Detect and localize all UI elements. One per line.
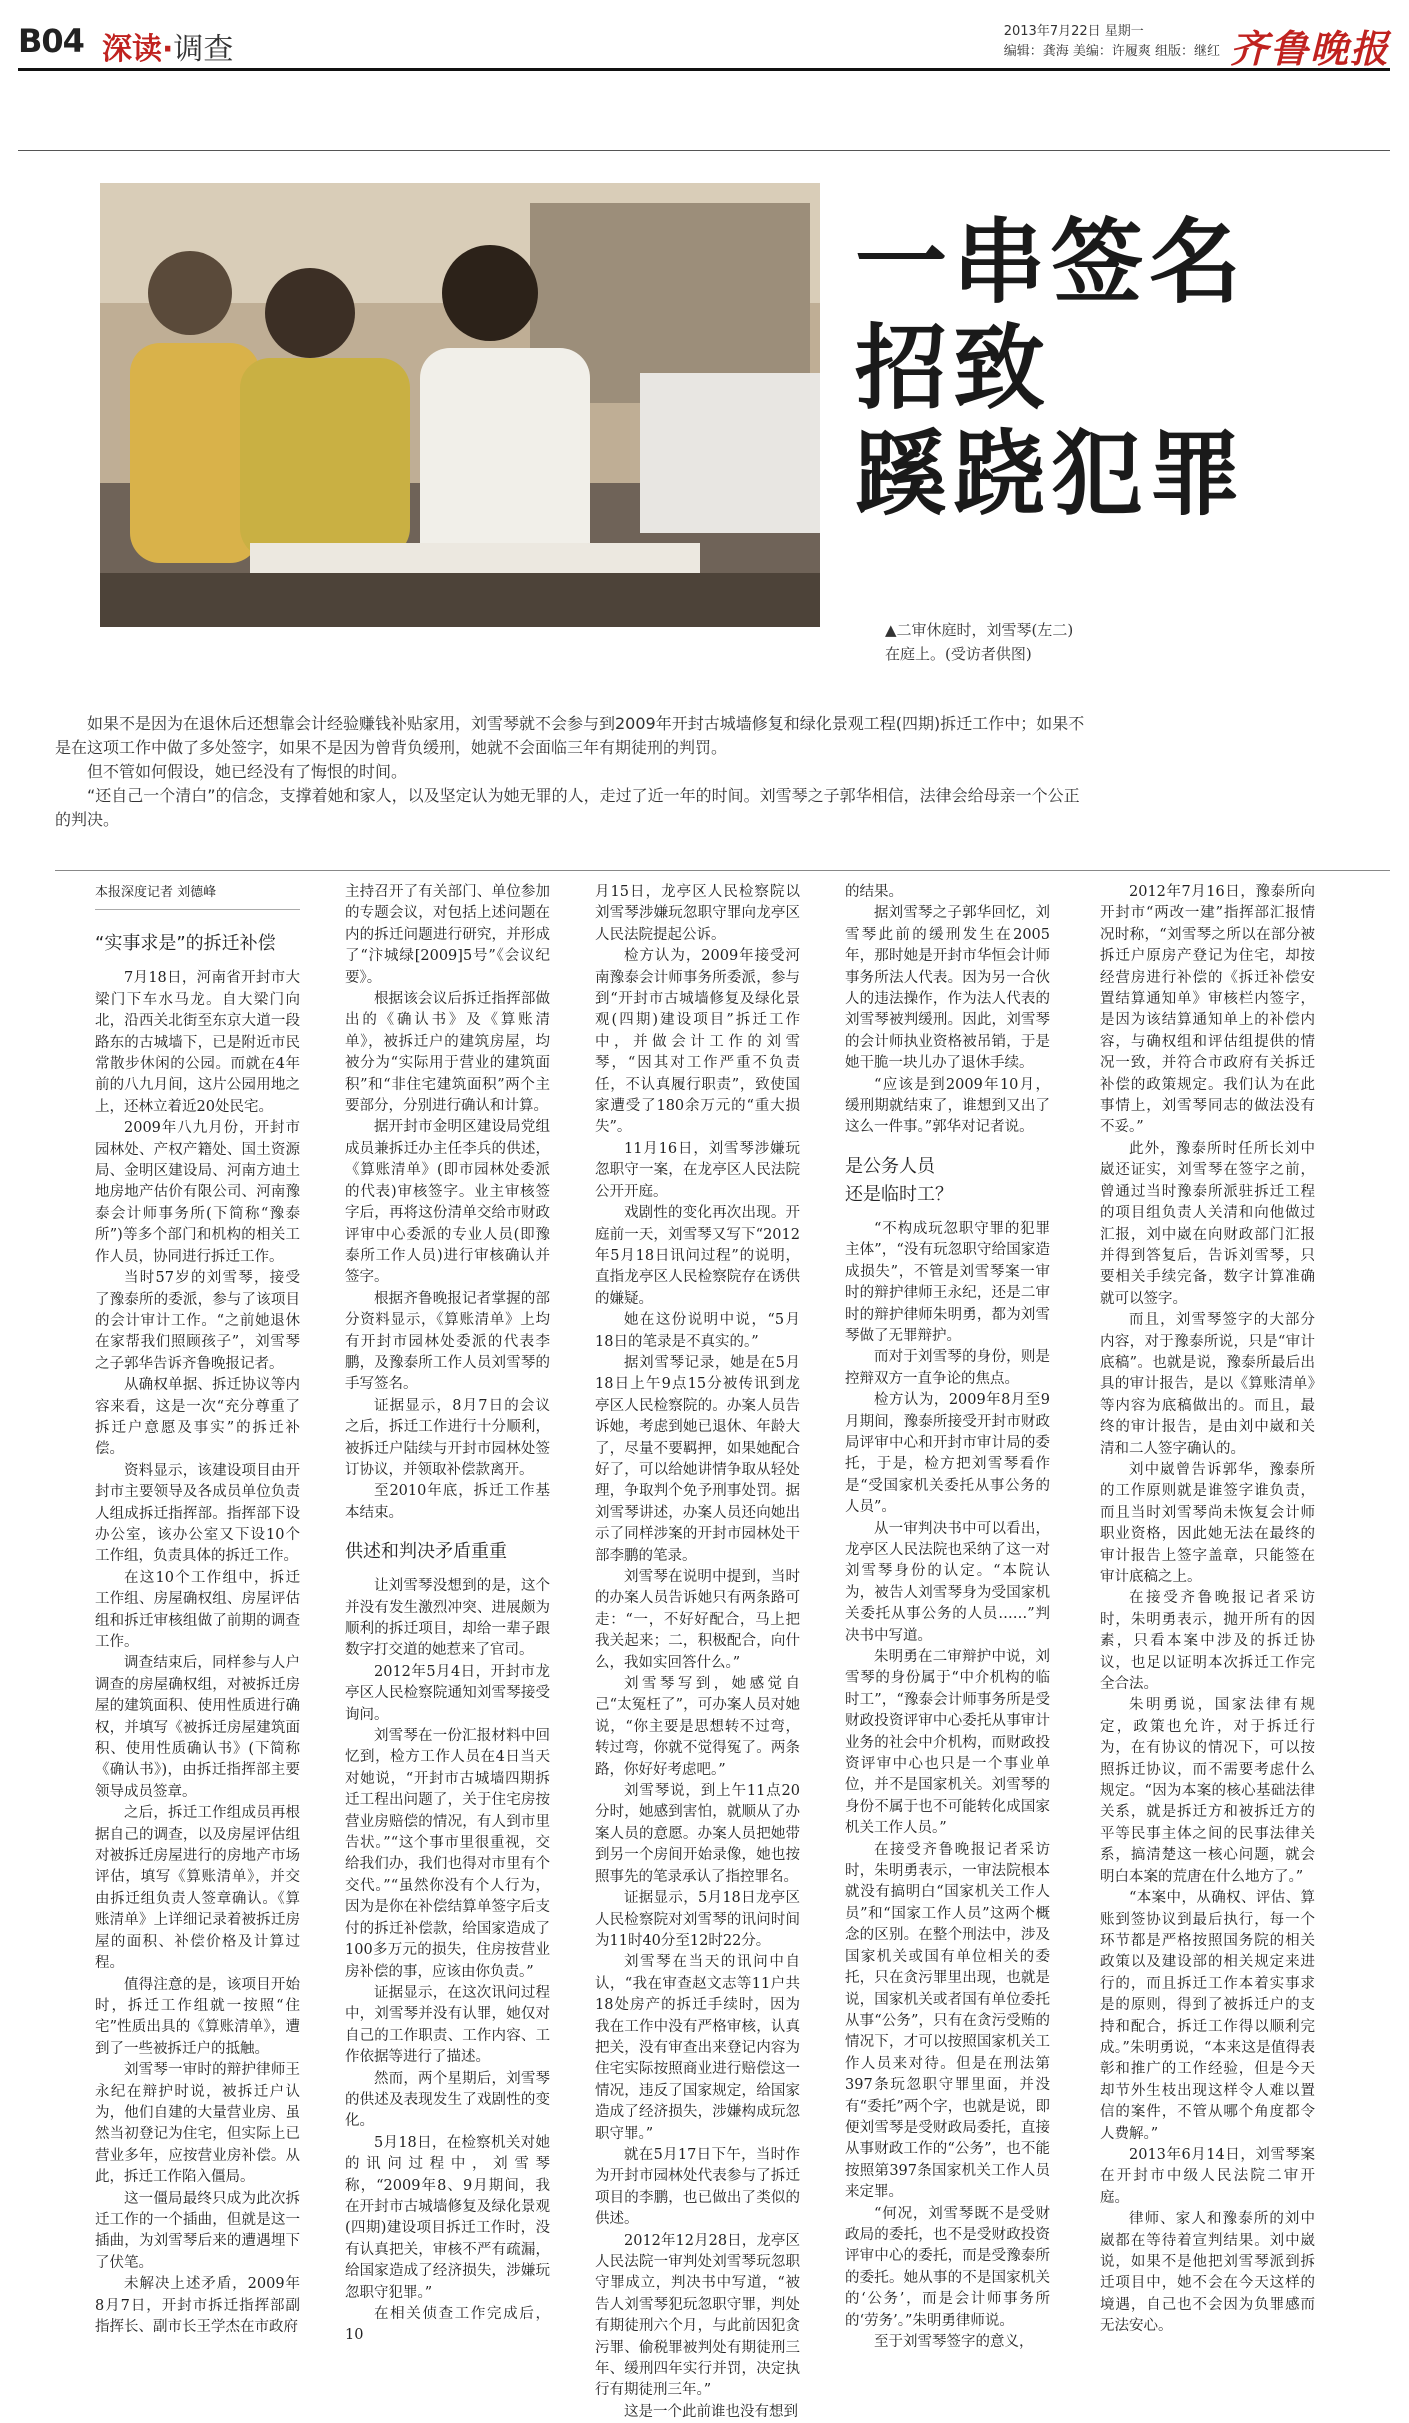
article-paragraph: 此外，豫泰所时任所长刘中崴还证实，刘雪琴在签字之前，曾通过当时豫泰所派驻拆迁工程的项目组负责人关清和向他做过汇报，刘中崴在向财政部门汇报并得到答复后，告诉刘雪琴，只要相关手续完备，数字计算准确就可以签字。	[1100, 1140, 1315, 1307]
article-paragraph: 值得注意的是，该项目开始时，拆迁工作组就一按照“住宅”性质出具的《算账清单》，遭到了一些被拆迁户的抵触。	[95, 1976, 300, 2057]
article-paragraph: 她在这份说明中说，“5月18日的笔录是不真实的。”	[595, 1312, 800, 1350]
subheading: 是公务人员 还是临时工？	[845, 1155, 953, 1205]
article-paragraph: 2013年6月14日，刘雪琴案在开封市中级人民法院二审开庭。	[1100, 2146, 1315, 2206]
header-meta	[1004, 22, 1220, 62]
headline-line-3: 蹊跷犯罪	[855, 421, 1248, 528]
lead-paragraph: 但不管如何假设，她已经没有了悔恨的时间。	[87, 762, 408, 781]
article-paragraph: “本案中，从确权、评估、算账到签协议到最后执行，每一个环节都是严格按照国务院的相关政策以及建设部的相关规定来进行的，而且拆迁工作本着实事求是的原则，得到了被拆迁户的支持和配合，拆迁工作得以顺利完成。”朱明勇说，“本来这是值得表彰和推广的工作经验，但是今天却节外生枝出现这样令人难以置信的案件，不管从哪个角度都令人费解。”	[1100, 1890, 1315, 2142]
section-title	[102, 24, 233, 68]
page-number: B04	[18, 22, 84, 60]
article-paragraph: 至2010年底，拆迁工作基本结束。	[345, 1483, 550, 1521]
article-paragraph: 主持召开了有关部门、单位参加的专题会议，对包括上述问题在内的拆迁问题进行研究，并形成了“汴城绿[2009]5号”《会议纪要》。	[345, 884, 550, 986]
article-paragraph: 在相关侦查工作完成后，10	[345, 2306, 550, 2344]
col2-text	[345, 882, 550, 2347]
page-header	[18, 18, 1390, 71]
article-paragraph: 刘雪琴在当天的讯问中自认，“我在审查赵文志等11户共18处房产的拆迁手续时，因为我在工作中没有严格审核，认真把关，没有审查出来登记内容为住宅实际按照商业进行赔偿这一情况，违反了国家规定，给国家造成了经济损失，涉嫌构成玩忽职守罪。”	[595, 1954, 800, 2142]
article-paragraph: 而对于刘雪琴的身份，则是控辩双方一直争论的焦点。	[845, 1349, 1050, 1387]
editor-credits: 编辑：龚海 美编：许履爽 组版：继红	[1003, 44, 1220, 59]
article-paragraph: 至于刘雪琴签字的意义，	[874, 2334, 1034, 2350]
article-paragraph: 而且，刘雪琴签字的大部分内容，对于豫泰所说，只是“审计底稿”。也就是说，豫泰所最后出具的审计报告，是以《算账清单》等内容为底稿做出的。而且，最终的审计报告，是由刘中崴和关清和二人签字确认的。	[1100, 1312, 1315, 1457]
article-paragraph: 戏剧性的变化再次出现。开庭前一天，刘雪琴又写下“2012年5月18日讯问过程”的说明，直指龙亭区人民检察院存在诱供的嫌疑。	[595, 1205, 800, 1307]
article-paragraph: 根据齐鲁晚报记者掌握的部分资料显示，《算账清单》上均有开封市园林处委派的代表李鹏，及豫泰所工作人员刘雪琴的手写签名。	[345, 1290, 550, 1393]
article-paragraph: 刘雪琴一审时的辩护律师王永纪在辩护时说，被拆迁户认为，他们自建的大量营业房、虽然当初登记为住宅，但实际上已营业多年，应按营业房补偿。从此，拆迁工作陷入僵局。	[95, 2062, 300, 2186]
news-photo	[100, 183, 820, 627]
article-paragraph: 5月18日，在检察机关对她的讯问过程中，刘雪琴称，“2009年8、9月期间，我在开封市古城墙修复及绿化景观(四期)建设项目拆迁工作时，没有认真把关，审核不严有疏漏，给国家造成了经济损失，涉嫌玩忽职守犯罪。”	[345, 2134, 550, 2301]
article-paragraph: 2012年12月28日，龙亭区人民法院一审判处刘雪琴玩忽职守罪成立，判决书中写道，“被告人刘雪琴犯玩忽职守罪，判处有期徒刑六个月，与此前因犯贪污罪、偷税罪被判处有期徒刑三年、缓刑四年实行并罚，决定执行有期徒刑三年。”	[595, 2232, 800, 2399]
article-paragraph: 证据显示，在这次讯问过程中，刘雪琴并没有认罪，她仅对自己的工作职责、工作内容、工作依据等进行了描述。	[345, 1984, 550, 2066]
article-paragraph: “应该是到2009年10月，缓刑期就结束了，谁想到又出了这么一件事。”郭华对记者说。	[845, 1076, 1050, 1136]
article-paragraph: 这是一个此前谁也没有想到	[624, 2403, 798, 2420]
article-paragraph: 在接受齐鲁晚报记者采访时，朱明勇表示，一审法院根本就没有搞明白“国家机关工作人员”和“国家工作人员”这两个概念的区别。在整个刑法中，涉及国家机关或国有单位相关的委托，只在贪污罪里出现，也就是说，国家机关或者国有单位委托从事“公务”，只有在贪污受贿的情况下，才可以按照国家机关工作人员来对待。但是在刑法第397条玩忽职守罪里面，并没有“委托”两个字，也就是说，即便刘雪琴是受财政局委托，直接从事财政工作的“公务”，也不能按照第397条国家机关工作人员来定罪。	[845, 1841, 1050, 2201]
article-paragraph: 从确权单据、拆迁协议等内容来看，这是一次“充分尊重了拆迁户意愿及事实”的拆迁补偿。	[95, 1377, 300, 1458]
article-paragraph: 刘雪琴在一份汇报材料中回忆到，检方工作人员在4日当天对她说，“开封市古城墙四期拆迁工程出问题了，关于住宅房按营业房赔偿的情况，有人到市里告状。”“这个事市里很重视，交给我们办，我们也得对市里有个交代。”“虽然你没有个人行为，因为是你在补偿结算单签字后支付的拆迁补偿款，给国家造成了100多万元的损失，住房按营业房补偿的事，应该由你负责。”	[345, 1728, 550, 1980]
article-paragraph: 刘雪琴在说明中提到，当时的办案人员告诉她只有两条路可走：“一，不好好配合，马上把我关起来；二，积极配合，向什么，我如实回答什么。”	[595, 1569, 800, 1671]
section-name: 深读	[102, 32, 162, 67]
article-paragraph: 根据该会议后拆迁指挥部做出的《确认书》及《算账清单》，被拆迁户的建筑房屋，均被分为“实际用于营业的建筑面积”和“非住宅建筑面积”两个主要部分，分别进行确认和计算。	[345, 991, 550, 1115]
headline	[855, 210, 1375, 528]
article-paragraph: 朱明勇说，国家法律有规定，政策也允许，对于拆迁行为，在有协议的情况下，可以按照拆迁协议，而不需要考虑什么规定。“因为本案的核心基础法律关系，就是拆迁方和被拆迁方的平等民事主体之间的民事法律关系，搞清楚这一核心问题，就会明白本案的荒唐在什么地方了。”	[1100, 1697, 1315, 1885]
article-paragraph: 刘雪琴写到，她感觉自己“太冤枉了”，可办案人员对她说，“你主要是思想转不过弯，转过弯，你就不觉得冤了。两条路，你好好考虑吧。”	[595, 1676, 800, 1778]
article-paragraph: 证据显示，8月7日的会议之后，拆迁工作进行十分顺利，被拆迁户陆续与开封市园林处签订协议，并领取补偿款离开。	[345, 1397, 550, 1478]
article-paragraph: 从一审判决书中可以看出，龙亭区人民法院也采纳了这一对刘雪琴身份的认定。“本院认为，被告人刘雪琴身为受国家机关委托从事公务的人员……”判决书中写道。	[845, 1520, 1050, 1644]
subheading: “实事求是”的拆迁补偿	[95, 933, 276, 955]
column-2	[345, 882, 550, 2377]
column-3	[595, 882, 800, 2420]
headline-line-2: 招致	[855, 315, 1052, 422]
article-paragraph: 就在5月17日下午，当时作为开封市园林处代表参与了拆迁项目的李鹏，也已做出了类似的供述。	[595, 2146, 800, 2228]
article-paragraph: 的结果。	[845, 884, 903, 900]
lead-paragraph: 如果不是因为在退休后还想靠会计经验赚钱补贴家用，刘雪琴就不会参与到2009年开封古城墙修复和绿化景观工程(四期)拆迁工作中；如果不是在这项工作中做了多处签字，如果不是因为曾背负缓刑，她就不会面临三年有期徒刑的判罚。	[55, 714, 1085, 757]
header-rule	[18, 150, 1390, 151]
article-paragraph: 2012年5月4日，开封市龙亭区人民检察院通知刘雪琴接受询问。	[345, 1663, 550, 1723]
subheading: 供述和判决矛盾重重	[345, 1541, 507, 1563]
article-paragraph: 之后，拆迁工作组成员再根据自己的调查，以及房屋评估组对被拆迁房屋进行的房地产市场评估，填写《算账清单》，并交由拆迁组负责人签章确认。《算账清单》上详细记录着被拆迁房屋的面积、补偿价格及计算过程。	[95, 1805, 300, 1972]
column-4	[845, 882, 1050, 2377]
photo-caption: ▲二审休庭时，刘雪琴(左二)在庭上。(受访者供图)	[885, 621, 1074, 663]
article-paragraph: 刘雪琴说，到上午11点20分时，她感到害怕，就顺从了办案人员的意愿。办案人员把她带到另一个房间开始录像，她也按照事先的笔录承认了指控罪名。	[595, 1783, 800, 1885]
article-paragraph: “不构成玩忽职守罪的犯罪主体”，“没有玩忽职守给国家造成损失”，不管是刘雪琴案一审时的辩护律师王永纪，还是二审时的辩护律师朱明勇，都为刘雪琴做了无罪辩护。	[845, 1220, 1050, 1344]
article-paragraph: 据刘雪琴记录，她是在5月18日上午9点15分被传讯到龙亭区人民检察院的。办案人员告诉她，考虑到她已退休、年龄大了，尽量不要羁押，如果她配合好了，可以给她讲情争取从轻处理，争取判个免予刑事处罚。据刘雪琴讲述，办案人员还向她出示了同样涉案的开封市园林处干部李鹏的笔录。	[595, 1354, 800, 1564]
article-paragraph: 11月16日，刘雪琴涉嫌玩忽职守一案，在龙亭区人民法院公开开庭。	[595, 1140, 800, 1200]
article-paragraph: 2009年八九月份，开封市园林处、产权产籍处、国土资源局、金明区建设局、河南方迪土地房地产估价有限公司、河南豫泰会计师事务所(下简称“豫泰所”)等多个部门和机构的相关工作人员，协同进行拆迁工作。	[95, 1120, 300, 1265]
lead-rule	[55, 870, 1390, 871]
issue-date: 2013年7月22日 星期一	[1003, 24, 1144, 39]
subsection-name: 调查	[173, 32, 234, 67]
article-paragraph: 调查结束后，同样参与人户调查的房屋确权组，对被拆迁房屋的建筑面积、使用性质进行确权，并填写《被拆迁房屋建筑面积、使用性质确认书》(下简称《确认书》)，由拆迁指挥部主要领导成员签章。	[95, 1655, 300, 1800]
headline-line-1: 一串签名	[855, 209, 1248, 316]
article-paragraph: 7月18日，河南省开封市大梁门下车水马龙。自大梁门向北，沿西关北街至东京大道一段路东的古城墙下，已是附近市民常散步休闲的公园。而就在4年前的八九月间，这片公园用地之上，还林立着近20处民宅。	[95, 970, 300, 1115]
lead-paragraphs	[55, 712, 1095, 832]
column-1	[95, 882, 300, 2377]
article-paragraph: 月15日，龙亭区人民检察院以刘雪琴涉嫌玩忽职守罪向龙亭区人民法院提起公诉。	[595, 884, 800, 943]
article-paragraph: 在这10个工作组中，拆迁工作组、房屋确权组、房屋评估组和拆迁审核组做了前期的调查工作。	[95, 1569, 300, 1650]
newspaper-logo: 齐鲁晚报	[1229, 26, 1390, 71]
article-paragraph: 检方认为，2009年接受河南豫泰会计师事务所委派，参与到“开封市古城墙修复及绿化景观(四期)建设项目”拆迁工作中，并做会计工作的刘雪琴，“因其对工作严重不负责任，不认真履行职责”，致使国家遭受了180余万元的“重大损失”。	[595, 948, 800, 1136]
col3-text	[595, 882, 800, 2423]
article-paragraph: 刘中崴曾告诉郭华，豫泰所的工作原则就是谁签字谁负责，而且当时刘雪琴尚未恢复会计师职业资格，因此她无法在最终的审计报告上签字盖章，只能签在审计底稿之上。	[1100, 1461, 1315, 1585]
section-dot: ·	[162, 32, 174, 67]
article-body	[95, 882, 1385, 2420]
column-5	[1100, 882, 1315, 2377]
article-paragraph: 当时57岁的刘雪琴，接受了豫泰所的委派，参与了该项目的会计审计工作。“之前她退休在家帮我们照顾孩子”，刘雪琴之子郭华告诉齐鲁晚报记者。	[95, 1270, 300, 1372]
article-paragraph: 证据显示，5月18日龙亭区人民检察院对刘雪琴的讯问时间为11时40分至12时22分。	[595, 1890, 800, 1949]
col5-text	[1100, 882, 1315, 2338]
article-paragraph: 未解决上述矛盾，2009年8月7日，开封市拆迁指挥部副指挥长、副市长王学杰在市政府	[95, 2276, 300, 2335]
article-paragraph: 据刘雪琴之子郭华回忆，刘雪琴此前的缓刑发生在2005年，那时她是开封市华恒会计师事务所法人代表。因为另一合伙人的违法操作，作为法人代表的刘雪琴被判缓刑。因此，刘雪琴的会计师执业资格被吊销，于是她干脆一块儿办了退休手续。	[845, 905, 1050, 1072]
article-paragraph: 这一僵局最终只成为此次拆迁工作的一个插曲，但就是这一插曲，为刘雪琴后来的遭遇埋下了伏笔。	[95, 2190, 300, 2271]
article-paragraph: “何况，刘雪琴既不是受财政局的委托，也不是受财政投资评审中心的委托，而是受豫泰所的委托。她从事的不是国家机关的‘公务’，而是会计师事务所的‘劳务’。”朱明勇律师说。	[845, 2205, 1050, 2329]
article-paragraph: 朱明勇在二审辩护中说，刘雪琴的身份属于“中介机构的临时工”，“豫泰会计师事务所是受财政投资评审中心委托从事审计业务的社会中介机构，而财政投资评审中心也只是一个事业单位，并不是国家机关。刘雪琴的身份不属于也不可能转化成国家机关工作人员。”	[845, 1649, 1050, 1837]
lead-paragraph: “还自己一个清白”的信念，支撑着她和家人，以及坚定认为她无罪的人，走过了近一年的时间。刘雪琴之子郭华相信，法律会给母亲一个公正的判决。	[55, 786, 1080, 829]
article-paragraph: 2012年7月16日，豫泰所向开封市“两改一建”指挥部汇报情况时称，“刘雪琴之所以在部分被拆迁户原房产登记为住宅，却按经营房进行补偿的《拆迁补偿安置结算通知单》审核栏内签字，是因为该结算通知单上的补偿内容，与确权组和评估组提供的情况一致，并符合市政府有关拆迁补偿的政策规定。我们认为在此事情上，刘雪琴同志的做法没有不妥。”	[1100, 884, 1315, 1136]
col4-text	[845, 882, 1050, 2353]
article-paragraph: 律师、家人和豫泰所的刘中崴都在等待着宣判结果。刘中崴说，如果不是他把刘雪琴派到拆迁项目中，她不会在今天这样的境遇，自己也不会因为负罪感而无法安心。	[1100, 2211, 1315, 2335]
byline: 本报深度记者 刘德峰	[95, 882, 300, 910]
article-paragraph: 资料显示，该建设项目由开封市主要领导及各成员单位负责人组成拆迁指挥部。指挥部下设办公室，该办公室又下设10个工作组，负责具体的拆迁工作。	[95, 1462, 300, 1565]
col1-text	[95, 968, 300, 2338]
article-paragraph: 在接受齐鲁晚报记者采访时，朱明勇表示，抛开所有的因素，只看本案中涉及的拆迁协议，也足以证明本次拆迁工作完全合法。	[1100, 1590, 1315, 1693]
article-paragraph: 检方认为，2009年8月至9月期间，豫泰所接受开封市财政局评审中心和开封市审计局的委托，于是，检方把刘雪琴看作是“受国家机关委托从事公务的人员”。	[845, 1392, 1050, 1516]
courtroom-photo-illustration	[100, 183, 820, 627]
article-paragraph: 让刘雪琴没想到的是，这个并没有发生激烈冲突、进展颇为顺利的拆迁项目，却给一辈子跟数字打交道的她惹来了官司。	[345, 1578, 550, 1659]
article-paragraph: 据开封市金明区建设局党组成员兼拆迁办主任李兵的供述，《算账清单》(即市园林处委派的代表)审核签字。业主审核签字后，再将这份清单交给市财政评审中心委派的专业人员(即豫泰所工作人员)进行审核确认并签字。	[345, 1119, 550, 1286]
article-paragraph: 然而，两个星期后，刘雪琴的供述及表现发生了戏剧性的变化。	[345, 2070, 550, 2130]
